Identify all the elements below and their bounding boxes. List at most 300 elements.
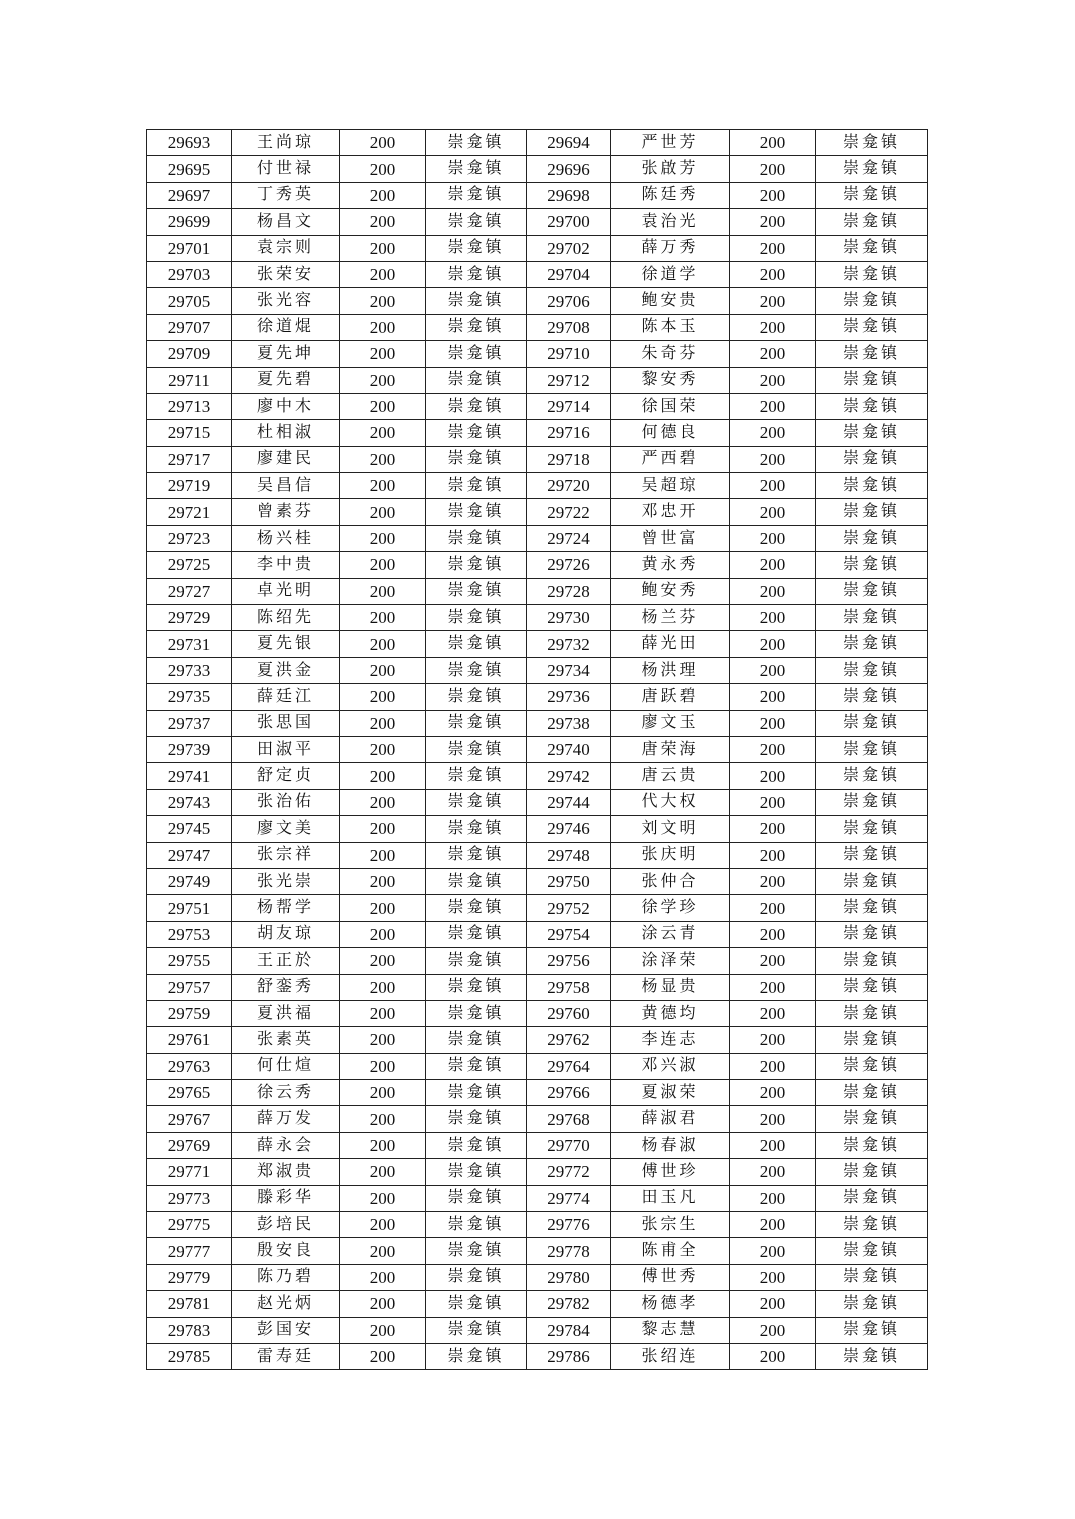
- left-amount-cell: 200: [340, 525, 426, 551]
- left-township-cell: 崇龛镇: [426, 974, 527, 1000]
- left-township-cell: 崇龛镇: [426, 525, 527, 551]
- right-recipient-name-cell: 涂云青: [611, 921, 730, 947]
- right-amount-cell: 200: [730, 948, 816, 974]
- right-recipient-name-cell: 李连志: [611, 1027, 730, 1053]
- right-recipient-name-cell: 袁治光: [611, 209, 730, 235]
- left-record-number-cell: 29725: [147, 552, 232, 578]
- right-amount-cell: 200: [730, 420, 816, 446]
- left-recipient-name-cell: 薛永会: [232, 1132, 340, 1158]
- right-recipient-name-cell: 邓忠开: [611, 499, 730, 525]
- left-amount-cell: 200: [340, 341, 426, 367]
- table-row: [147, 1343, 928, 1369]
- right-amount-cell: 200: [730, 684, 816, 710]
- right-recipient-name-cell: 薛万秀: [611, 235, 730, 261]
- table-row: [147, 499, 928, 525]
- left-township-cell: 崇龛镇: [426, 1291, 527, 1317]
- left-record-number-cell: 29707: [147, 314, 232, 340]
- table-row: [147, 209, 928, 235]
- right-recipient-name-cell: 薛淑君: [611, 1106, 730, 1132]
- right-record-number-cell: 29696: [527, 156, 611, 182]
- left-amount-cell: 200: [340, 1343, 426, 1369]
- left-amount-cell: 200: [340, 842, 426, 868]
- table-row: [147, 948, 928, 974]
- right-record-number-cell: 29714: [527, 393, 611, 419]
- left-record-number-cell: 29761: [147, 1027, 232, 1053]
- table-row: [147, 1027, 928, 1053]
- table-row: [147, 895, 928, 921]
- left-amount-cell: 200: [340, 446, 426, 472]
- right-record-number-cell: 29756: [527, 948, 611, 974]
- right-record-number-cell: 29728: [527, 578, 611, 604]
- right-township-cell: 崇龛镇: [816, 235, 928, 261]
- right-township-cell: 崇龛镇: [816, 1000, 928, 1026]
- left-record-number-cell: 29767: [147, 1106, 232, 1132]
- table-row: [147, 710, 928, 736]
- right-amount-cell: 200: [730, 446, 816, 472]
- table-row: [147, 921, 928, 947]
- right-recipient-name-cell: 张庆明: [611, 842, 730, 868]
- left-record-number-cell: 29709: [147, 341, 232, 367]
- left-township-cell: 崇龛镇: [426, 631, 527, 657]
- right-amount-cell: 200: [730, 1212, 816, 1238]
- left-recipient-name-cell: 殷安良: [232, 1238, 340, 1264]
- right-record-number-cell: 29764: [527, 1053, 611, 1079]
- right-recipient-name-cell: 张啟芳: [611, 156, 730, 182]
- left-record-number-cell: 29773: [147, 1185, 232, 1211]
- left-record-number-cell: 29775: [147, 1212, 232, 1238]
- left-amount-cell: 200: [340, 948, 426, 974]
- table-row: [147, 684, 928, 710]
- table-row: [147, 420, 928, 446]
- right-township-cell: 崇龛镇: [816, 578, 928, 604]
- left-township-cell: 崇龛镇: [426, 393, 527, 419]
- left-recipient-name-cell: 张素英: [232, 1027, 340, 1053]
- table-row: [147, 235, 928, 261]
- right-record-number-cell: 29722: [527, 499, 611, 525]
- right-recipient-name-cell: 黄德均: [611, 1000, 730, 1026]
- table-row: [147, 736, 928, 762]
- left-amount-cell: 200: [340, 974, 426, 1000]
- left-township-cell: 崇龛镇: [426, 605, 527, 631]
- right-recipient-name-cell: 黎安秀: [611, 367, 730, 393]
- left-amount-cell: 200: [340, 314, 426, 340]
- left-amount-cell: 200: [340, 578, 426, 604]
- right-amount-cell: 200: [730, 763, 816, 789]
- left-township-cell: 崇龛镇: [426, 156, 527, 182]
- left-recipient-name-cell: 曾素芬: [232, 499, 340, 525]
- left-recipient-name-cell: 袁宗则: [232, 235, 340, 261]
- left-township-cell: 崇龛镇: [426, 816, 527, 842]
- left-amount-cell: 200: [340, 657, 426, 683]
- right-township-cell: 崇龛镇: [816, 1238, 928, 1264]
- table-row: [147, 1132, 928, 1158]
- right-township-cell: 崇龛镇: [816, 1159, 928, 1185]
- right-township-cell: 崇龛镇: [816, 525, 928, 551]
- left-amount-cell: 200: [340, 1291, 426, 1317]
- left-township-cell: 崇龛镇: [426, 1106, 527, 1132]
- left-record-number-cell: 29697: [147, 182, 232, 208]
- right-amount-cell: 200: [730, 182, 816, 208]
- right-township-cell: 崇龛镇: [816, 605, 928, 631]
- right-recipient-name-cell: 傅世珍: [611, 1159, 730, 1185]
- right-township-cell: 崇龛镇: [816, 341, 928, 367]
- right-township-cell: 崇龛镇: [816, 974, 928, 1000]
- right-township-cell: 崇龛镇: [816, 763, 928, 789]
- right-amount-cell: 200: [730, 736, 816, 762]
- right-recipient-name-cell: 夏淑荣: [611, 1080, 730, 1106]
- right-amount-cell: 200: [730, 261, 816, 287]
- left-amount-cell: 200: [340, 182, 426, 208]
- right-record-number-cell: 29776: [527, 1212, 611, 1238]
- right-record-number-cell: 29760: [527, 1000, 611, 1026]
- right-record-number-cell: 29768: [527, 1106, 611, 1132]
- left-amount-cell: 200: [340, 552, 426, 578]
- left-amount-cell: 200: [340, 763, 426, 789]
- left-record-number-cell: 29753: [147, 921, 232, 947]
- table-row: [147, 1185, 928, 1211]
- right-recipient-name-cell: 徐学珍: [611, 895, 730, 921]
- right-record-number-cell: 29778: [527, 1238, 611, 1264]
- left-record-number-cell: 29737: [147, 710, 232, 736]
- right-record-number-cell: 29772: [527, 1159, 611, 1185]
- left-amount-cell: 200: [340, 921, 426, 947]
- left-township-cell: 崇龛镇: [426, 1000, 527, 1026]
- left-recipient-name-cell: 陈绍先: [232, 605, 340, 631]
- left-township-cell: 崇龛镇: [426, 261, 527, 287]
- left-record-number-cell: 29749: [147, 868, 232, 894]
- right-recipient-name-cell: 薛光田: [611, 631, 730, 657]
- left-amount-cell: 200: [340, 1000, 426, 1026]
- roster-table: [146, 129, 928, 1370]
- left-township-cell: 崇龛镇: [426, 842, 527, 868]
- left-township-cell: 崇龛镇: [426, 1317, 527, 1343]
- right-amount-cell: 200: [730, 921, 816, 947]
- left-township-cell: 崇龛镇: [426, 736, 527, 762]
- right-recipient-name-cell: 陈廷秀: [611, 182, 730, 208]
- left-recipient-name-cell: 张光容: [232, 288, 340, 314]
- right-recipient-name-cell: 涂泽荣: [611, 948, 730, 974]
- right-recipient-name-cell: 严西碧: [611, 446, 730, 472]
- left-amount-cell: 200: [340, 288, 426, 314]
- left-record-number-cell: 29783: [147, 1317, 232, 1343]
- right-amount-cell: 200: [730, 974, 816, 1000]
- right-recipient-name-cell: 张仲合: [611, 868, 730, 894]
- right-township-cell: 崇龛镇: [816, 367, 928, 393]
- right-amount-cell: 200: [730, 1317, 816, 1343]
- right-township-cell: 崇龛镇: [816, 1106, 928, 1132]
- left-amount-cell: 200: [340, 789, 426, 815]
- right-amount-cell: 200: [730, 631, 816, 657]
- table-row: [147, 605, 928, 631]
- right-recipient-name-cell: 唐荣海: [611, 736, 730, 762]
- right-township-cell: 崇龛镇: [816, 1343, 928, 1369]
- right-amount-cell: 200: [730, 473, 816, 499]
- left-amount-cell: 200: [340, 736, 426, 762]
- right-recipient-name-cell: 陈本玉: [611, 314, 730, 340]
- left-amount-cell: 200: [340, 1132, 426, 1158]
- left-record-number-cell: 29705: [147, 288, 232, 314]
- right-record-number-cell: 29702: [527, 235, 611, 261]
- left-amount-cell: 200: [340, 499, 426, 525]
- left-record-number-cell: 29757: [147, 974, 232, 1000]
- table-row: [147, 974, 928, 1000]
- left-recipient-name-cell: 舒定贞: [232, 763, 340, 789]
- left-amount-cell: 200: [340, 605, 426, 631]
- right-record-number-cell: 29770: [527, 1132, 611, 1158]
- right-amount-cell: 200: [730, 156, 816, 182]
- right-amount-cell: 200: [730, 657, 816, 683]
- left-amount-cell: 200: [340, 895, 426, 921]
- left-township-cell: 崇龛镇: [426, 895, 527, 921]
- right-amount-cell: 200: [730, 499, 816, 525]
- table-row: [147, 1317, 928, 1343]
- left-recipient-name-cell: 吴昌信: [232, 473, 340, 499]
- right-township-cell: 崇龛镇: [816, 1053, 928, 1079]
- left-recipient-name-cell: 夏洪金: [232, 657, 340, 683]
- left-township-cell: 崇龛镇: [426, 657, 527, 683]
- left-township-cell: 崇龛镇: [426, 1343, 527, 1369]
- right-record-number-cell: 29732: [527, 631, 611, 657]
- left-record-number-cell: 29733: [147, 657, 232, 683]
- right-township-cell: 崇龛镇: [816, 156, 928, 182]
- left-record-number-cell: 29739: [147, 736, 232, 762]
- left-recipient-name-cell: 杨兴桂: [232, 525, 340, 551]
- right-recipient-name-cell: 刘文明: [611, 816, 730, 842]
- right-amount-cell: 200: [730, 842, 816, 868]
- table-body: [147, 130, 928, 1370]
- table-row: [147, 130, 928, 156]
- left-record-number-cell: 29779: [147, 1264, 232, 1290]
- right-township-cell: 崇龛镇: [816, 842, 928, 868]
- right-township-cell: 崇龛镇: [816, 921, 928, 947]
- right-record-number-cell: 29738: [527, 710, 611, 736]
- table-row: [147, 842, 928, 868]
- left-record-number-cell: 29763: [147, 1053, 232, 1079]
- right-township-cell: 崇龛镇: [816, 1185, 928, 1211]
- right-record-number-cell: 29784: [527, 1317, 611, 1343]
- right-township-cell: 崇龛镇: [816, 314, 928, 340]
- left-township-cell: 崇龛镇: [426, 1264, 527, 1290]
- left-township-cell: 崇龛镇: [426, 1053, 527, 1079]
- right-amount-cell: 200: [730, 314, 816, 340]
- left-amount-cell: 200: [340, 367, 426, 393]
- left-recipient-name-cell: 郑淑贵: [232, 1159, 340, 1185]
- left-township-cell: 崇龛镇: [426, 948, 527, 974]
- right-record-number-cell: 29786: [527, 1343, 611, 1369]
- left-township-cell: 崇龛镇: [426, 288, 527, 314]
- right-record-number-cell: 29734: [527, 657, 611, 683]
- right-amount-cell: 200: [730, 288, 816, 314]
- left-recipient-name-cell: 卓光明: [232, 578, 340, 604]
- right-amount-cell: 200: [730, 1343, 816, 1369]
- right-amount-cell: 200: [730, 578, 816, 604]
- right-amount-cell: 200: [730, 1185, 816, 1211]
- left-recipient-name-cell: 彭国安: [232, 1317, 340, 1343]
- right-record-number-cell: 29750: [527, 868, 611, 894]
- left-township-cell: 崇龛镇: [426, 578, 527, 604]
- left-township-cell: 崇龛镇: [426, 420, 527, 446]
- right-recipient-name-cell: 徐道学: [611, 261, 730, 287]
- left-township-cell: 崇龛镇: [426, 130, 527, 156]
- right-record-number-cell: 29698: [527, 182, 611, 208]
- right-amount-cell: 200: [730, 209, 816, 235]
- right-recipient-name-cell: 杨显贵: [611, 974, 730, 1000]
- right-township-cell: 崇龛镇: [816, 684, 928, 710]
- left-amount-cell: 200: [340, 816, 426, 842]
- left-recipient-name-cell: 胡友琼: [232, 921, 340, 947]
- left-recipient-name-cell: 夏先银: [232, 631, 340, 657]
- right-recipient-name-cell: 廖文玉: [611, 710, 730, 736]
- left-record-number-cell: 29765: [147, 1080, 232, 1106]
- left-recipient-name-cell: 夏先坤: [232, 341, 340, 367]
- right-recipient-name-cell: 鲍安贵: [611, 288, 730, 314]
- left-township-cell: 崇龛镇: [426, 710, 527, 736]
- right-amount-cell: 200: [730, 789, 816, 815]
- left-recipient-name-cell: 付世禄: [232, 156, 340, 182]
- left-township-cell: 崇龛镇: [426, 235, 527, 261]
- right-recipient-name-cell: 唐跃碧: [611, 684, 730, 710]
- right-township-cell: 崇龛镇: [816, 1027, 928, 1053]
- left-township-cell: 崇龛镇: [426, 446, 527, 472]
- left-record-number-cell: 29727: [147, 578, 232, 604]
- left-recipient-name-cell: 杜相淑: [232, 420, 340, 446]
- left-recipient-name-cell: 丁秀英: [232, 182, 340, 208]
- right-recipient-name-cell: 何德良: [611, 420, 730, 446]
- right-record-number-cell: 29726: [527, 552, 611, 578]
- right-township-cell: 崇龛镇: [816, 657, 928, 683]
- left-amount-cell: 200: [340, 1264, 426, 1290]
- right-amount-cell: 200: [730, 235, 816, 261]
- left-township-cell: 崇龛镇: [426, 763, 527, 789]
- left-record-number-cell: 29719: [147, 473, 232, 499]
- left-recipient-name-cell: 何仕煊: [232, 1053, 340, 1079]
- left-township-cell: 崇龛镇: [426, 209, 527, 235]
- left-amount-cell: 200: [340, 1027, 426, 1053]
- left-amount-cell: 200: [340, 1317, 426, 1343]
- right-recipient-name-cell: 傅世秀: [611, 1264, 730, 1290]
- right-township-cell: 崇龛镇: [816, 130, 928, 156]
- right-amount-cell: 200: [730, 393, 816, 419]
- left-recipient-name-cell: 舒銮秀: [232, 974, 340, 1000]
- left-amount-cell: 200: [340, 1106, 426, 1132]
- right-township-cell: 崇龛镇: [816, 1317, 928, 1343]
- left-record-number-cell: 29781: [147, 1291, 232, 1317]
- right-amount-cell: 200: [730, 130, 816, 156]
- right-amount-cell: 200: [730, 341, 816, 367]
- table-row: [147, 1212, 928, 1238]
- right-township-cell: 崇龛镇: [816, 789, 928, 815]
- table-row: [147, 657, 928, 683]
- right-record-number-cell: 29718: [527, 446, 611, 472]
- right-recipient-name-cell: 曾世富: [611, 525, 730, 551]
- left-record-number-cell: 29703: [147, 261, 232, 287]
- left-recipient-name-cell: 张治佑: [232, 789, 340, 815]
- left-recipient-name-cell: 王尚琼: [232, 130, 340, 156]
- left-amount-cell: 200: [340, 130, 426, 156]
- right-record-number-cell: 29744: [527, 789, 611, 815]
- right-record-number-cell: 29712: [527, 367, 611, 393]
- left-record-number-cell: 29747: [147, 842, 232, 868]
- right-township-cell: 崇龛镇: [816, 288, 928, 314]
- left-township-cell: 崇龛镇: [426, 473, 527, 499]
- table-row: [147, 1159, 928, 1185]
- right-record-number-cell: 29742: [527, 763, 611, 789]
- left-record-number-cell: 29735: [147, 684, 232, 710]
- right-record-number-cell: 29748: [527, 842, 611, 868]
- table-row: [147, 789, 928, 815]
- right-recipient-name-cell: 田玉凡: [611, 1185, 730, 1211]
- right-recipient-name-cell: 邓兴淑: [611, 1053, 730, 1079]
- left-amount-cell: 200: [340, 1185, 426, 1211]
- left-recipient-name-cell: 张荣安: [232, 261, 340, 287]
- left-township-cell: 崇龛镇: [426, 1080, 527, 1106]
- left-township-cell: 崇龛镇: [426, 1238, 527, 1264]
- right-recipient-name-cell: 杨春淑: [611, 1132, 730, 1158]
- right-record-number-cell: 29736: [527, 684, 611, 710]
- table-row: [147, 816, 928, 842]
- right-township-cell: 崇龛镇: [816, 710, 928, 736]
- right-record-number-cell: 29708: [527, 314, 611, 340]
- left-amount-cell: 200: [340, 156, 426, 182]
- table-row: [147, 631, 928, 657]
- left-record-number-cell: 29723: [147, 525, 232, 551]
- left-record-number-cell: 29785: [147, 1343, 232, 1369]
- right-record-number-cell: 29762: [527, 1027, 611, 1053]
- right-amount-cell: 200: [730, 1291, 816, 1317]
- left-township-cell: 崇龛镇: [426, 314, 527, 340]
- right-amount-cell: 200: [730, 710, 816, 736]
- left-record-number-cell: 29701: [147, 235, 232, 261]
- left-recipient-name-cell: 夏先碧: [232, 367, 340, 393]
- table-row: [147, 525, 928, 551]
- table-row: [147, 1080, 928, 1106]
- left-record-number-cell: 29729: [147, 605, 232, 631]
- left-amount-cell: 200: [340, 1238, 426, 1264]
- right-amount-cell: 200: [730, 552, 816, 578]
- left-recipient-name-cell: 张思国: [232, 710, 340, 736]
- table-row: [147, 156, 928, 182]
- right-amount-cell: 200: [730, 367, 816, 393]
- right-recipient-name-cell: 杨德孝: [611, 1291, 730, 1317]
- right-recipient-name-cell: 唐云贵: [611, 763, 730, 789]
- right-recipient-name-cell: 张绍连: [611, 1343, 730, 1369]
- right-record-number-cell: 29720: [527, 473, 611, 499]
- table-row: [147, 367, 928, 393]
- right-township-cell: 崇龛镇: [816, 1212, 928, 1238]
- right-amount-cell: 200: [730, 1159, 816, 1185]
- right-recipient-name-cell: 杨兰芬: [611, 605, 730, 631]
- left-recipient-name-cell: 夏洪福: [232, 1000, 340, 1026]
- left-record-number-cell: 29741: [147, 763, 232, 789]
- table-row: [147, 182, 928, 208]
- left-township-cell: 崇龛镇: [426, 182, 527, 208]
- left-township-cell: 崇龛镇: [426, 1132, 527, 1158]
- right-township-cell: 崇龛镇: [816, 182, 928, 208]
- left-amount-cell: 200: [340, 473, 426, 499]
- left-recipient-name-cell: 薛万发: [232, 1106, 340, 1132]
- left-township-cell: 崇龛镇: [426, 1027, 527, 1053]
- right-record-number-cell: 29766: [527, 1080, 611, 1106]
- right-township-cell: 崇龛镇: [816, 393, 928, 419]
- right-recipient-name-cell: 朱奇芬: [611, 341, 730, 367]
- table-row: [147, 473, 928, 499]
- right-township-cell: 崇龛镇: [816, 816, 928, 842]
- right-record-number-cell: 29754: [527, 921, 611, 947]
- left-amount-cell: 200: [340, 209, 426, 235]
- right-amount-cell: 200: [730, 868, 816, 894]
- table-row: [147, 1053, 928, 1079]
- left-amount-cell: 200: [340, 235, 426, 261]
